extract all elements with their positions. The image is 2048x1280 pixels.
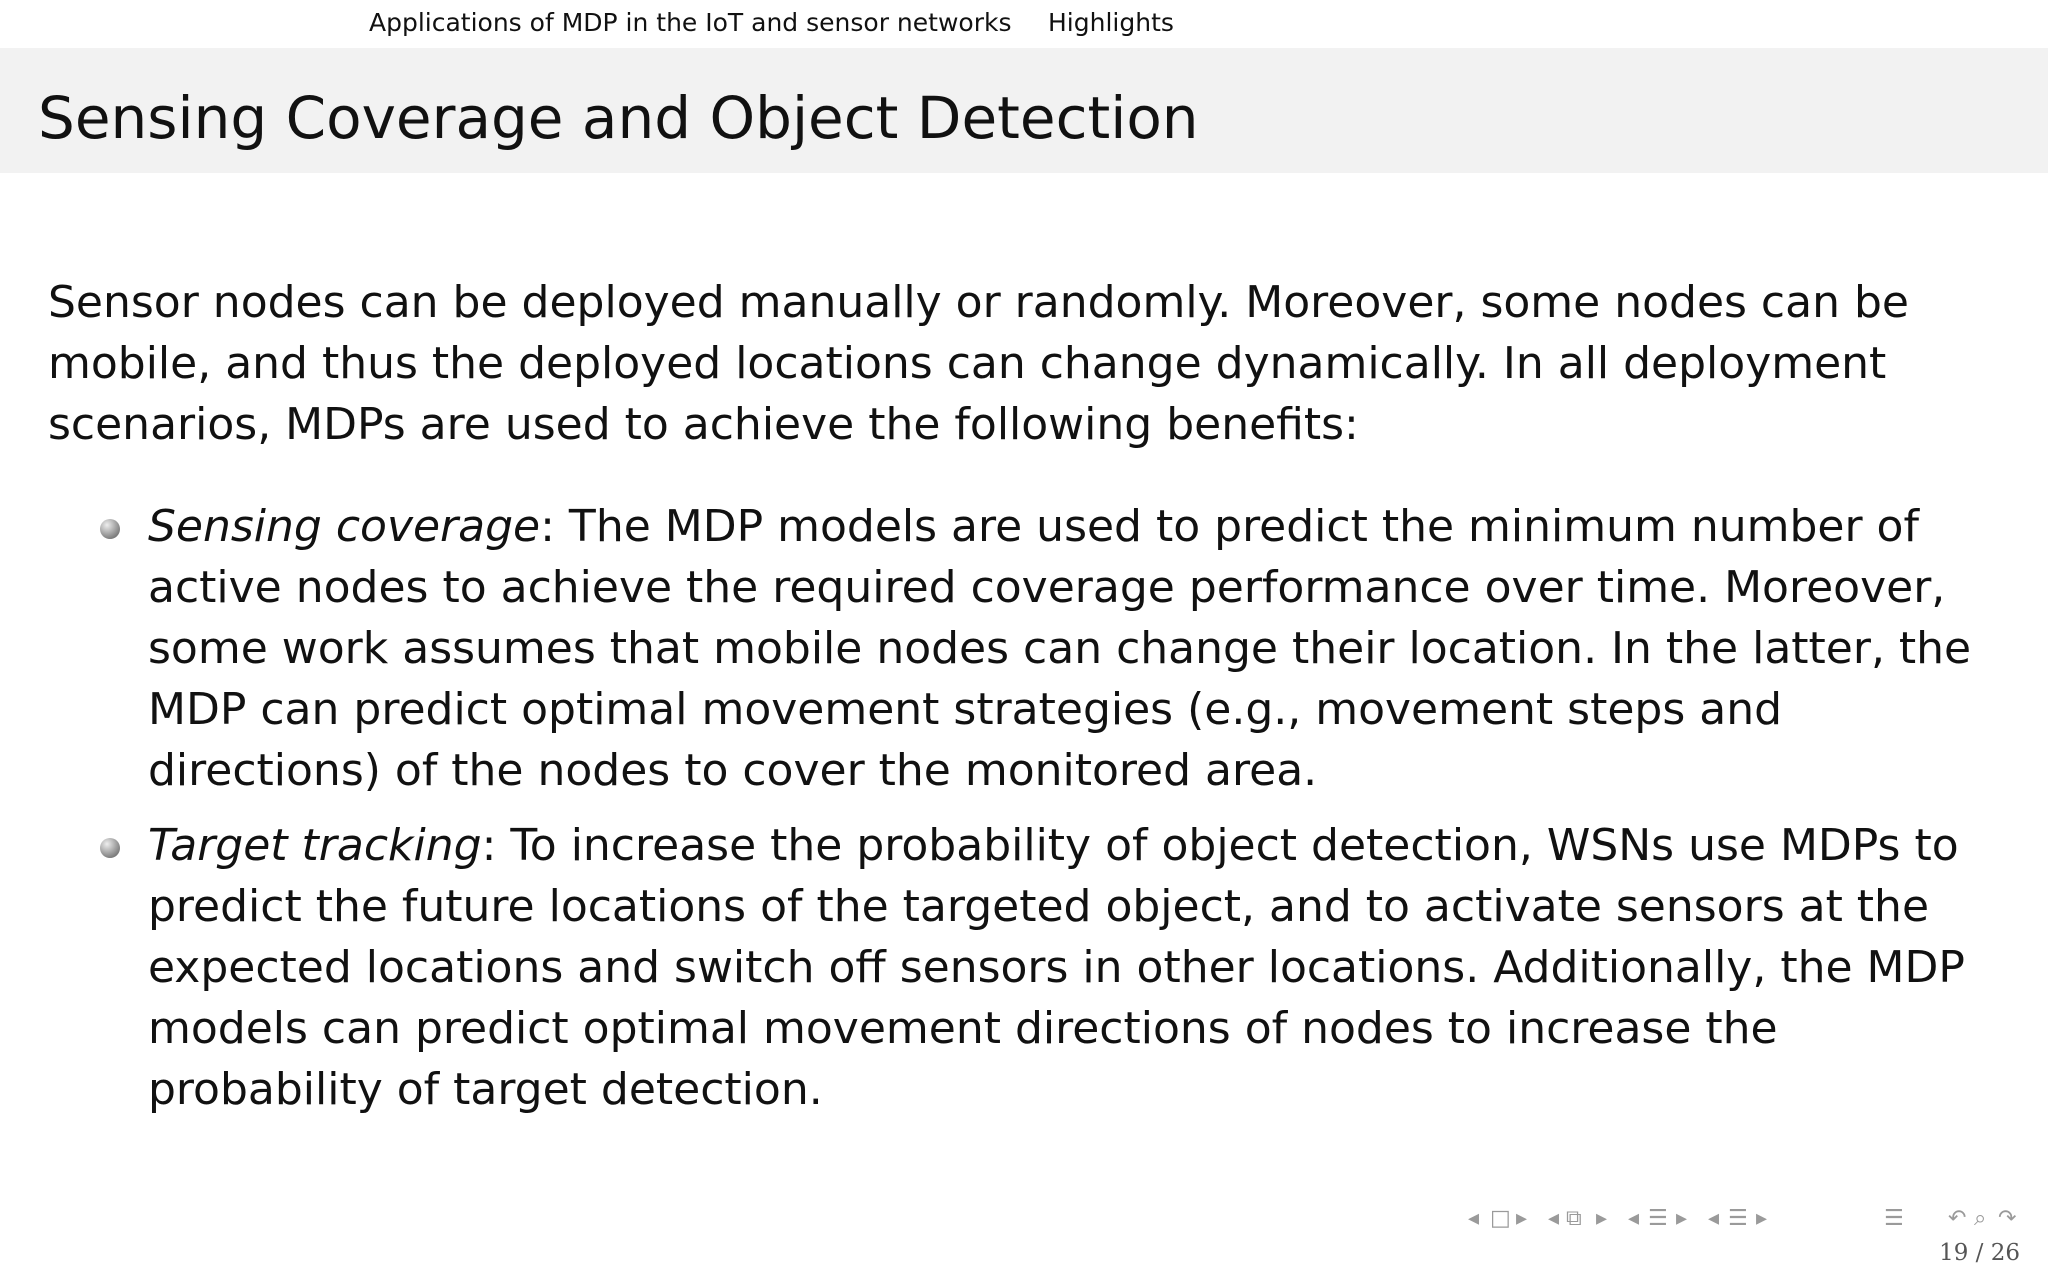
intro-paragraph: Sensor nodes can be deployed manually or randomly. Moreover, some nodes can be mobile, and thus the deployed locations can change dynamically. In all deployment scenarios, MDPs are used to achieve the following benefits: [48, 277, 1909, 450]
bullet-text: : To increase the probability of object detection, WSNs use MDPs to predict the future locations of the targeted object, and to activate sensors at the expected locations and switch off sensors in other locations. Additionally, the MDP models can predict optimal movement directions of nodes to increase the probability of target detection. [148, 820, 1965, 1115]
forward-icon[interactable]: ↷ [1998, 1206, 2017, 1231]
search-icon[interactable]: ⌕ [1974, 1206, 1987, 1231]
nav-section-link[interactable]: Applications of MDP in the IoT and sensor networks [369, 8, 1012, 37]
next-section-arrow-icon[interactable]: ▸ [1676, 1206, 1688, 1231]
frame-title: Sensing Coverage and Object Detection [38, 84, 1199, 152]
bullet-term: Target tracking [148, 820, 482, 871]
list-item [48, 496, 2008, 801]
page-counter: 19 / 26 [1939, 1240, 2020, 1266]
list-item [48, 815, 2008, 1120]
benefits-list [48, 496, 2008, 1134]
header-navigation [0, 0, 2048, 48]
prev-section-arrow-icon[interactable]: ◂ [1628, 1206, 1640, 1231]
frame-icon[interactable]: □ [1490, 1206, 1511, 1231]
next-frame-arrow-icon[interactable]: ▸ [1516, 1206, 1528, 1231]
bullet-icon [100, 519, 120, 539]
next-subsection-arrow-icon[interactable]: ▸ [1596, 1206, 1608, 1231]
section-icon-2[interactable]: ☰ [1728, 1206, 1748, 1231]
prev-frame-arrow-icon[interactable]: ◂ [1468, 1206, 1480, 1231]
nav-subsection-link[interactable]: Highlights [1048, 8, 1174, 37]
back-icon[interactable]: ↶ [1948, 1206, 1967, 1231]
bullet-icon [100, 838, 120, 858]
bullet-text: : The MDP models are used to predict the minimum number of active nodes to achieve the required coverage performance over time. Moreover, some work assumes that mobile nodes can change their location. In the latter, the MDP can predict optimal movement strategies (e.g., movement steps and directions) of the nodes to cover the monitored area. [148, 501, 1972, 796]
subsection-icon[interactable]: ⧉ [1566, 1206, 1582, 1231]
frame-title-bar [0, 48, 2048, 173]
prev-subsection-arrow-icon[interactable]: ◂ [1548, 1206, 1560, 1231]
section-icon[interactable]: ☰ [1648, 1206, 1668, 1231]
toc-icon[interactable]: ☰ [1884, 1206, 1904, 1231]
beamer-navigation-controls [1468, 1206, 2028, 1236]
bullet-term: Sensing coverage [148, 501, 541, 552]
prev-section-arrow-icon-2[interactable]: ◂ [1708, 1206, 1720, 1231]
next-section-arrow-icon-2[interactable]: ▸ [1756, 1206, 1768, 1231]
